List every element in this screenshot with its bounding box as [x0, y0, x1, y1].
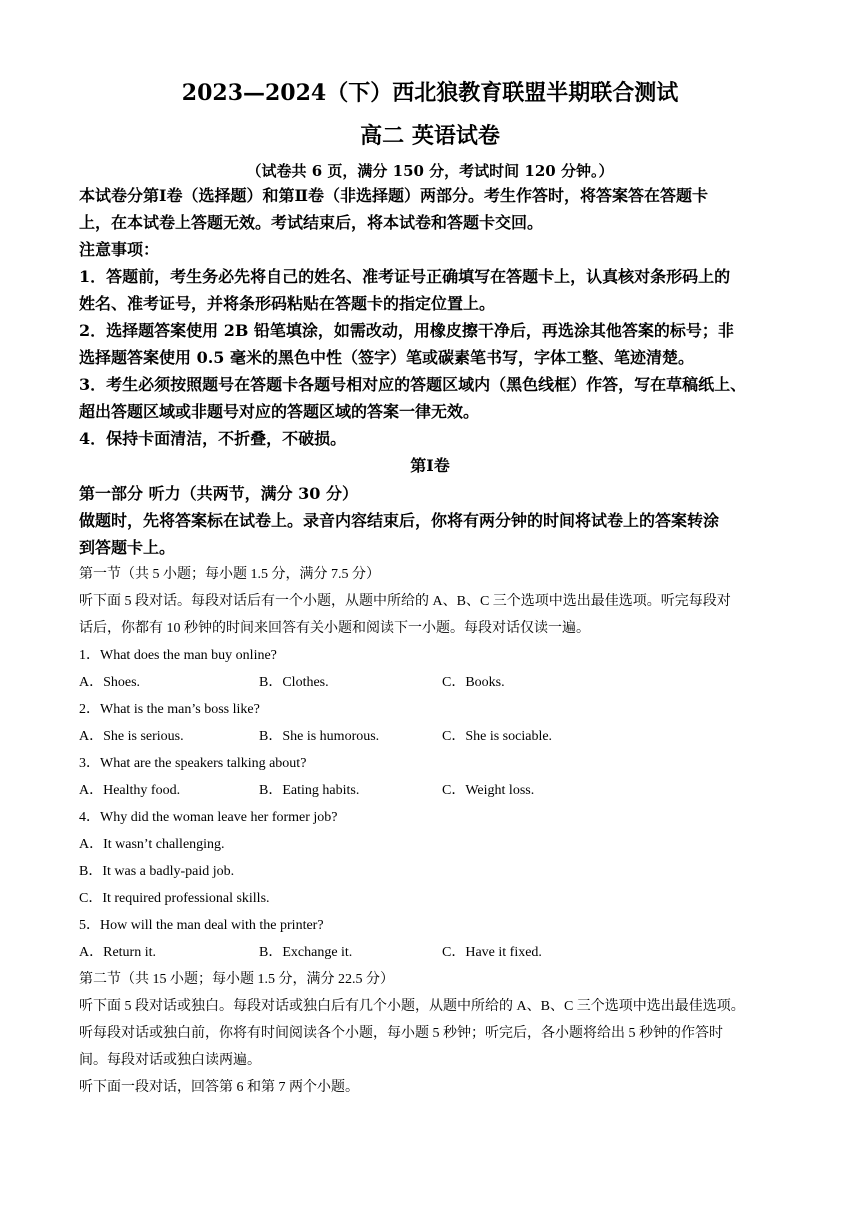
section1-instruction: 听下面 5 段对话。每段对话后有一个小题，从题中所给的 A、B、C 三个选项中选出最佳选项。听完每段对 — [79, 594, 731, 609]
exam-subtitle: 高二 英语试卷 — [360, 123, 500, 149]
option-b: B．Clothes. — [259, 675, 329, 690]
intro-line: 上，在本试卷上答题无效。考试结束后，将本试卷和答题卡交回。 — [79, 213, 544, 232]
section2-instruction: 间。每段对话或独白读两遍。 — [79, 1053, 261, 1068]
option-c: C．Have it fixed. — [442, 945, 542, 960]
option-a: A．Healthy food. — [79, 783, 181, 798]
section2-instruction: 听每段对话或独白前，你将有时间阅读各个小题，每小题 5 秒钟；听完后，各小题将给出 5 秒钟的作答时 — [79, 1026, 723, 1041]
volume-label: 第Ⅰ卷 — [410, 456, 450, 475]
notice-line: 姓名、准考证号，并将条形码粘贴在答题卡的指定位置上。 — [79, 294, 496, 313]
notice-line: 4．保持卡面清洁，不折叠，不破损。 — [79, 429, 347, 448]
question-3: 3．What are the speakers talking about? — [79, 756, 307, 771]
question-4: 4．Why did the woman leave her former job? — [79, 810, 338, 825]
option-a: A．It wasn’t challenging. — [79, 837, 225, 852]
option-b: B．Exchange it. — [259, 945, 353, 960]
option-a: A．Return it. — [79, 945, 156, 960]
option-a: A．She is serious. — [79, 729, 184, 744]
part1-instruction: 做题时，先将答案标在试卷上。录音内容结束后，你将有两分钟的时间将试卷上的答案转涂 — [79, 511, 720, 530]
option-c: C．Books. — [442, 675, 505, 690]
option-b: B．Eating habits. — [259, 783, 360, 798]
question-1: 1．What does the man buy online? — [79, 648, 277, 663]
notice-line: 选择题答案使用 0.5 毫米的黑色中性（签字）笔或碳素笔书写，字体工整、笔迹清楚。 — [79, 348, 694, 367]
option-b: B．It was a badly-paid job. — [79, 864, 235, 879]
option-c: C．Weight loss. — [442, 783, 535, 798]
exam-title: 2023—2024（下）西北狼教育联盟半期联合测试 — [181, 80, 679, 106]
intro-line: 本试卷分第Ⅰ卷（选择题）和第Ⅱ卷（非选择题）两部分。考生作答时，将答案答在答题卡 — [79, 186, 708, 205]
question-5: 5．How will the man deal with the printer? — [79, 918, 324, 933]
option-b: B．She is humorous. — [259, 729, 380, 744]
part1-instruction: 到答题卡上。 — [79, 538, 176, 557]
option-a: A．Shoes. — [79, 675, 141, 690]
question-2: 2．What is the man’s boss like? — [79, 702, 260, 717]
notice-heading: 注意事项： — [79, 240, 160, 259]
section1-instruction: 话后，你都有 10 秒钟的时间来回答有关小题和阅读下一小题。每段对话仅读一遍。 — [79, 621, 590, 636]
section2-instruction: 听下面 5 段对话或独白。每段对话或独白后有几个小题，从题中所给的 A、B、C 三个选项中选出最佳选项。 — [79, 999, 745, 1014]
part1-heading: 第一部分 听力（共两节，满分 30 分） — [79, 484, 358, 503]
section2-heading: 第二节（共 15 小题；每小题 1.5 分，满分 22.5 分） — [79, 972, 394, 987]
notice-line: 3．考生必须按照题号在答题卡各题号相对应的答题区域内（黑色线框）作答，写在草稿纸上、 — [79, 375, 747, 394]
section2-prompt: 听下面一段对话，回答第 6 和第 7 两个小题。 — [79, 1080, 359, 1095]
section1-heading: 第一节（共 5 小题；每小题 1.5 分，满分 7.5 分） — [79, 567, 380, 582]
notice-line: 1．答题前，考生务必先将自己的姓名、准考证号正确填写在答题卡上，认真核对条形码上的 — [79, 267, 731, 286]
option-c: C．It required professional skills. — [79, 891, 270, 906]
option-c: C．She is sociable. — [442, 729, 553, 744]
notice-line: 2．选择题答案使用 2B 铅笔填涂，如需改动，用橡皮擦干净后，再选涂其他答案的标号；非 — [79, 321, 734, 340]
notice-line: 超出答题区域或非题号对应的答题区域的答案一律无效。 — [79, 402, 480, 421]
exam-info: （试卷共 6 页，满分 150 分，考试时间 120 分钟。） — [246, 162, 614, 180]
